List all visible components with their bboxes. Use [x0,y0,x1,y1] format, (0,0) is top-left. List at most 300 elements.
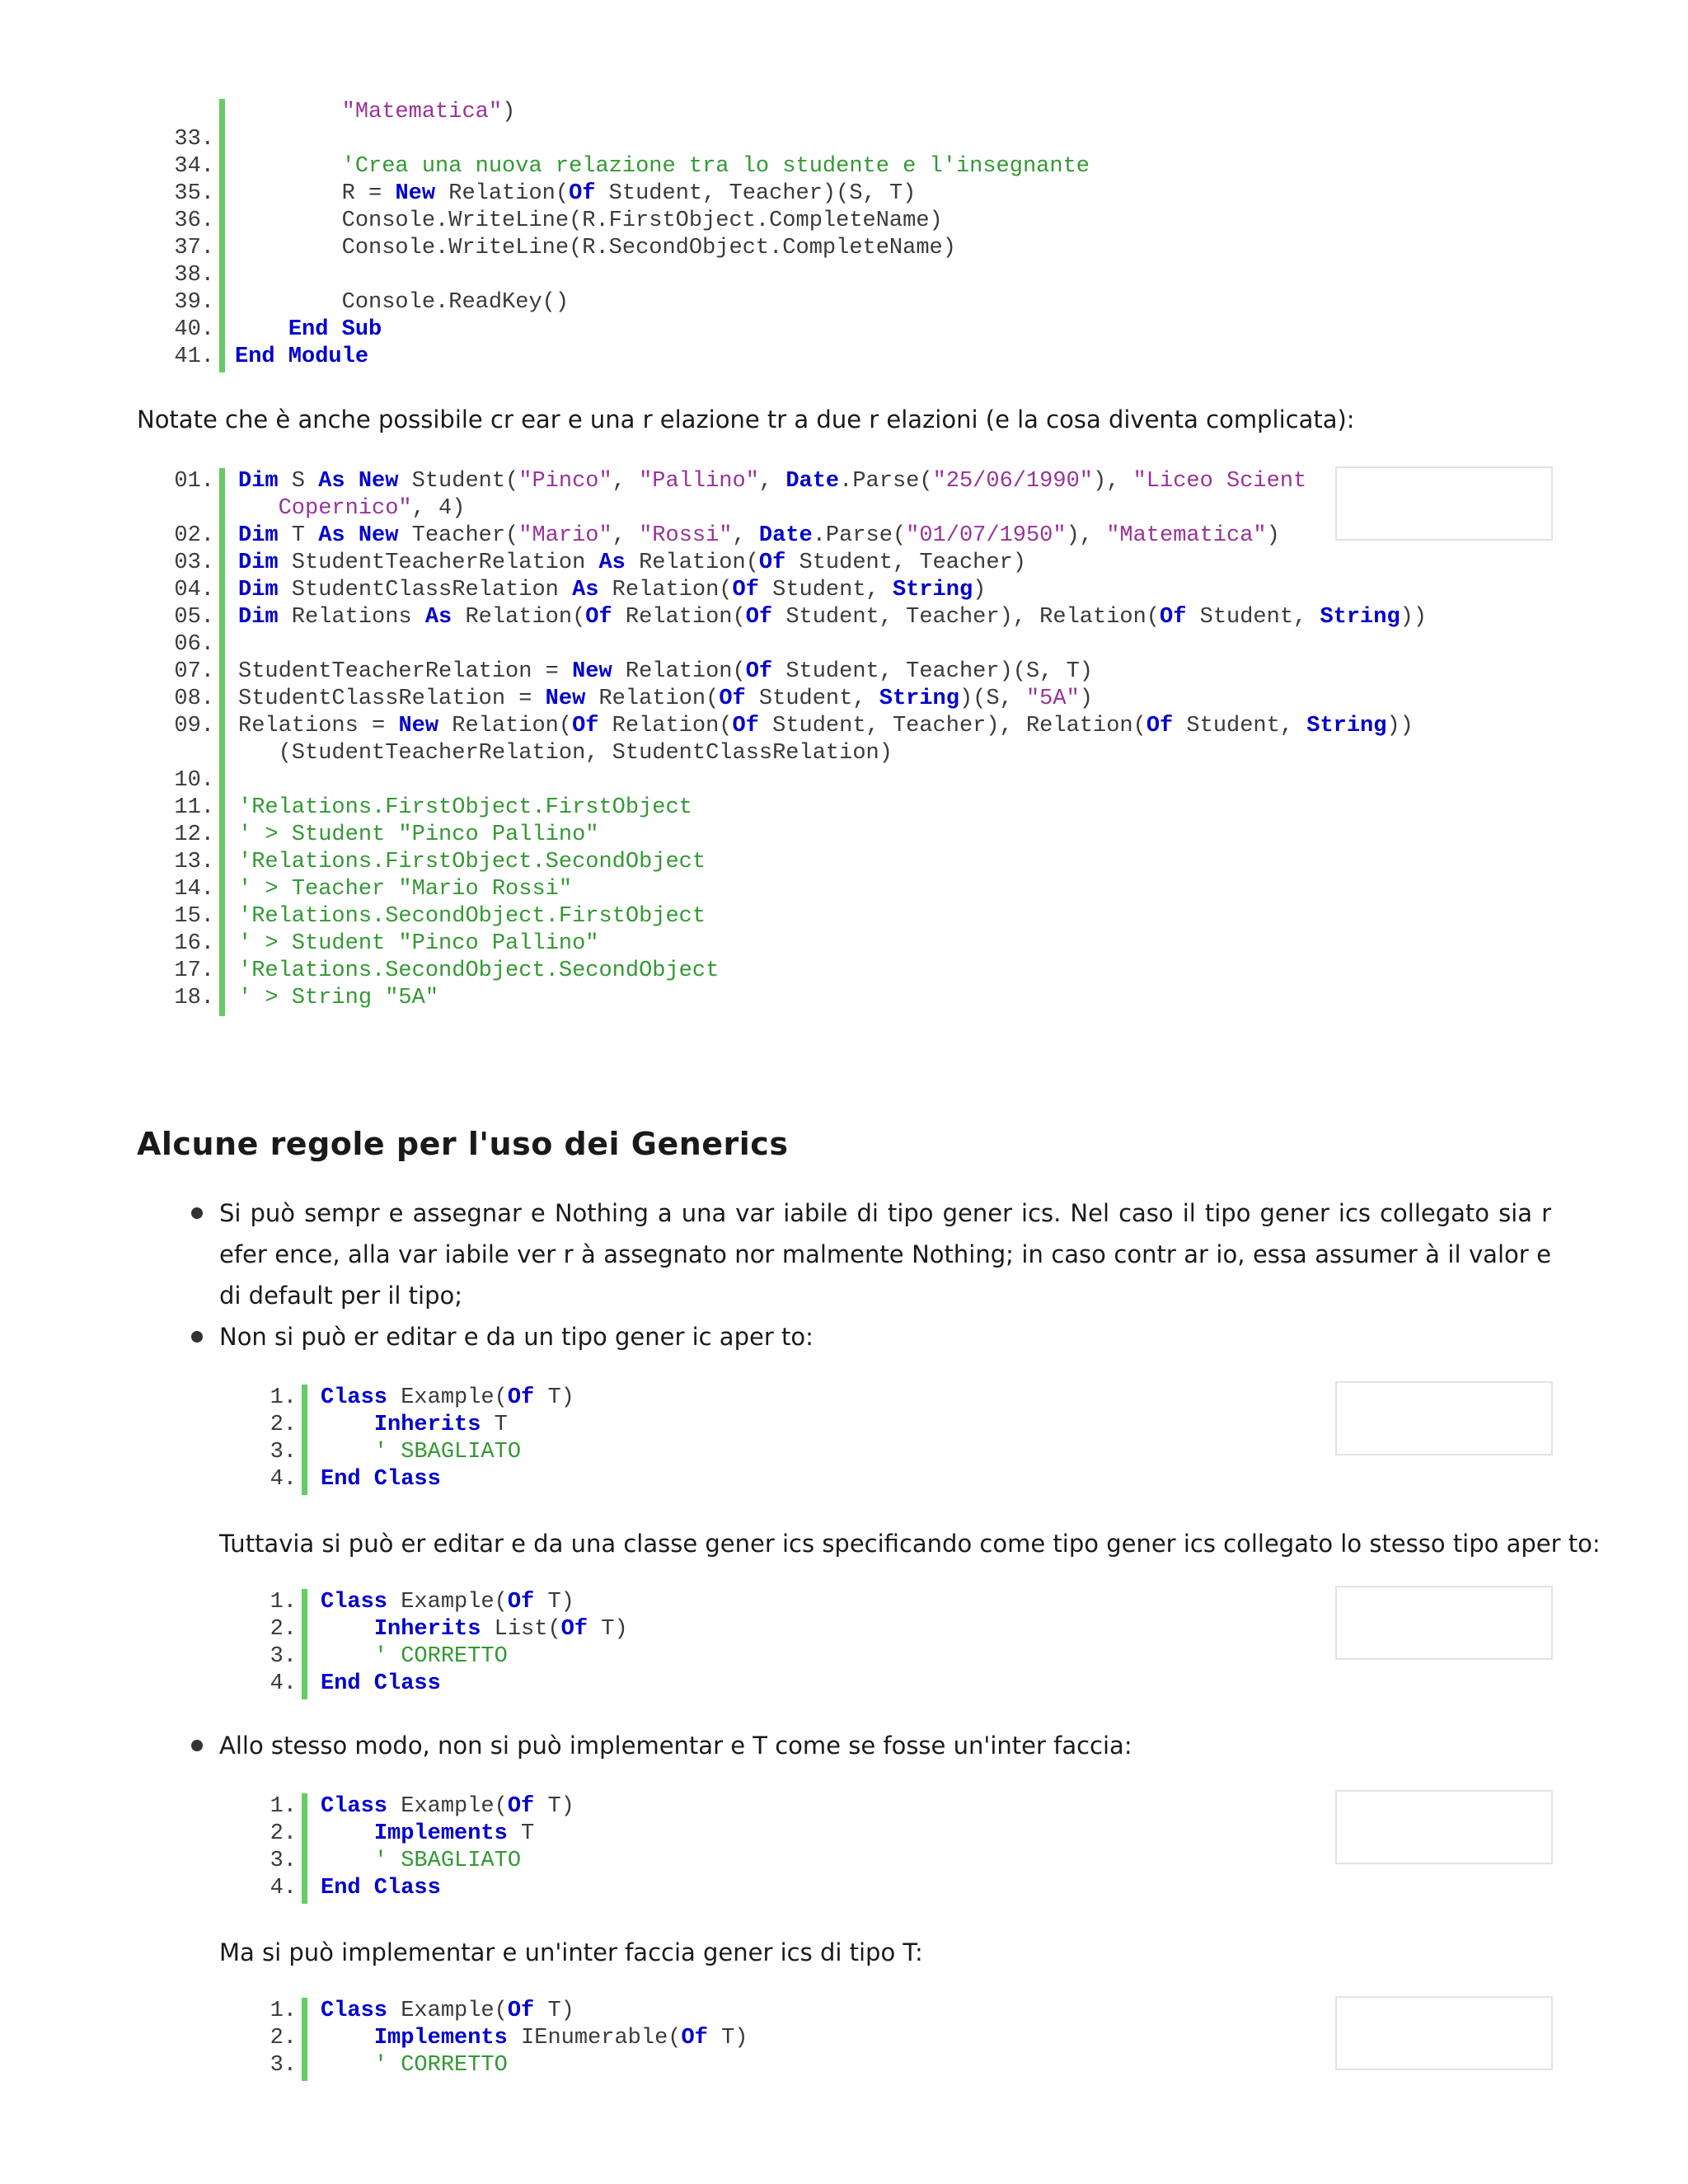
code-line [140,344,1624,371]
code-token: Console.WriteLine(R.FirstObject.CompleteName) [235,209,943,233]
code-block-1 [140,99,1624,371]
bullet-icon [191,1740,203,1751]
line-number: 3. [270,1849,297,1873]
code-token: Class [321,1590,388,1615]
code-line [223,1589,1376,1616]
code-line [140,740,1624,767]
code-token: Of [572,714,599,738]
code-token: End Class [321,1467,441,1492]
line-number: 1. [270,1794,297,1819]
code-text [321,1671,441,1698]
code-token: .Parse( [839,469,933,494]
code-token: Relation( [435,181,570,206]
code-token: Relation( [625,551,759,575]
code-token: 'Relations.FirstObject.SecondObject [238,850,706,874]
line-number: 06. [174,632,214,657]
line-number: 15. [174,904,214,929]
code-token: String [1320,605,1400,630]
code-token: StudentClassRelation [278,578,573,602]
code-token: Relations = [238,714,399,738]
code-token: Of [745,659,773,684]
line-number: 01. [174,469,214,494]
code-token: ), [1093,469,1133,494]
code-token: End Sub [288,317,382,342]
code-token: As New [318,469,399,494]
code-line [223,2052,1376,2079]
code-token: , [612,523,640,548]
code-token: Of [560,1617,588,1642]
code-line [223,1875,1376,1902]
code-token: Of [507,1385,535,1410]
code-line [140,550,1624,577]
code-text [235,235,956,262]
code-text [238,849,706,876]
code-line [223,1439,1376,1466]
code-token: ) [1079,687,1093,711]
code-line [223,1385,1376,1412]
code-token [235,100,342,124]
line-number: 12. [174,823,214,847]
line-number: 36. [174,209,214,233]
code-text [238,577,986,604]
code-text [238,822,598,849]
code-token: Relation( [598,578,733,602]
code-token: Relation( [585,687,720,711]
line-number: 41. [174,344,214,369]
line-number: 04. [174,578,214,602]
code-token: T [507,1821,535,1846]
code-token [235,317,288,342]
line-number: 02. [174,523,214,548]
code-token [321,1849,374,1873]
code-token: T) [534,1385,574,1410]
code-line [223,2025,1376,2052]
code-token: Of [758,551,786,575]
code-token: Of [507,1794,535,1819]
code-token: IEnumerable( [507,2026,682,2050]
code-line [140,985,1624,1012]
code-line [140,153,1624,180]
line-number: 1. [270,1590,297,1615]
code-token: "Rossi" [639,523,733,548]
code-token: "Matematica" [341,100,503,124]
code-token [321,2053,374,2078]
code-token: End Module [235,344,369,369]
code-token: Of [745,605,773,630]
code-block-6 [223,1998,1376,2079]
code-line [140,289,1624,316]
line-number: 16. [174,931,214,956]
code-token: Date [758,523,813,548]
code-token: Student, [758,578,893,602]
code-token: StudentTeacherRelation = [238,659,573,684]
code-token: T) [588,1617,628,1642]
copy-code-box[interactable] [1335,1996,1553,2070]
code-token: )) [1400,605,1428,630]
code-token: Of [585,605,612,630]
code-block-4 [223,1589,1376,1698]
code-token: Student, Teacher)(S, T) [595,181,917,206]
code-token: "01/07/1950" [906,523,1067,548]
code-line [140,930,1624,958]
code-text [235,316,382,344]
line-number: 2. [270,2026,297,2050]
copy-code-box[interactable] [1335,1790,1553,1864]
code-token: T) [534,1590,574,1615]
bullet-icon [191,1331,203,1343]
line-number: 03. [174,551,214,575]
code-token: "Mario" [518,523,612,548]
code-text [321,1998,574,2025]
code-token: T) [534,1794,574,1819]
gutter-bar [302,1385,307,1495]
code-token: Relation( [438,714,573,738]
code-text [235,208,943,235]
line-number: 07. [174,659,214,684]
code-token: Student, Teacher), Relation( [758,714,1146,738]
code-line [223,1848,1376,1875]
line-number: 4. [270,1876,297,1900]
code-text [321,1412,508,1439]
code-line [140,262,1624,289]
code-line [140,713,1624,740]
code-line [140,316,1624,344]
line-number: 14. [174,877,214,902]
code-token: Of [1146,714,1174,738]
line-number: 37. [174,236,214,260]
bullet-text-inherit: Non si può er editar e da un tipo gener ic aper to: [219,1323,814,1351]
code-token: S [278,469,319,494]
code-text [238,658,1093,686]
code-token: String [892,578,973,602]
code-token: Dim [238,551,279,575]
code-text [321,1385,574,1412]
code-line [140,822,1624,849]
code-token: , 4) [411,496,466,521]
line-number: 3. [270,2053,297,2078]
code-text [235,153,1090,180]
code-token: Implements [373,2026,508,2050]
code-text [238,713,1414,740]
code-token: .Parse( [812,523,907,548]
code-token: ' > String "5A" [238,986,439,1010]
code-token: 'Relations.SecondObject.SecondObject [238,958,720,983]
copy-code-box[interactable] [1335,466,1553,541]
code-text [321,1848,521,1875]
code-token [321,2026,374,2050]
code-token: Class [321,1794,388,1819]
paragraph-inherit-generic: Tuttavia si può er editar e da una classe gener ics specificando come tipo gener ics collegato lo stesso tipo aper to: [219,1530,1601,1558]
gutter-bar [302,1793,307,1904]
code-text [321,1466,441,1493]
code-token: Relation( [612,605,746,630]
code-text [238,958,719,985]
code-token: ) [973,578,987,602]
code-line [140,126,1624,153]
code-token: Of [732,578,759,602]
code-token: StudentClassRelation = [238,687,546,711]
code-token: "Liceo Scient [1132,469,1307,494]
code-token: (StudentTeacherRelation, StudentClassRelation) [238,741,893,766]
code-token: As New [318,523,399,548]
code-line [223,1671,1376,1698]
code-token: StudentTeacherRelation [278,551,599,575]
code-text [321,1616,628,1643]
code-token: Copernico" [278,496,412,521]
code-token: As [424,605,452,630]
code-token: Relations [278,605,425,630]
code-token: Student, Teacher), Relation( [772,605,1160,630]
paragraph-implement-generic: Ma si può implementar e un'inter faccia gener ics di tipo T: [219,1938,923,1966]
code-token [321,1413,374,1437]
line-number: 08. [174,687,214,711]
code-token: Dim [238,469,279,494]
code-line [223,1616,1376,1643]
code-token: ' > Student "Pinco Pallino" [238,823,599,847]
code-token: Relation( [598,714,733,738]
code-token: Student, Teacher)(S, T) [772,659,1093,684]
code-line [140,794,1624,822]
code-text [238,930,598,958]
code-token: Dim [238,605,279,630]
line-number: 35. [174,181,214,206]
code-text [235,180,916,208]
code-text [238,985,438,1012]
code-token: , [732,523,759,548]
code-text [321,1875,441,1902]
code-token: End Class [321,1671,441,1696]
code-block-3 [223,1385,1376,1493]
code-line [140,767,1624,794]
code-token: Example( [387,1590,508,1615]
line-number: 18. [174,986,214,1010]
code-token: Relation( [452,605,586,630]
line-number: 4. [270,1467,297,1492]
code-text [238,523,1280,550]
code-token: )) [1386,714,1414,738]
line-number: 40. [174,317,214,342]
code-token: Console.ReadKey() [235,290,570,315]
code-text [238,903,706,930]
gutter-bar [219,99,225,373]
code-token: T) [707,2026,748,2050]
code-token: ), [1066,523,1107,548]
code-token: Example( [387,1794,508,1819]
bullet-text-implements: Allo stesso modo, non si può implementar e T come se fosse un'inter faccia: [219,1732,1132,1760]
code-line [140,577,1624,604]
line-number: 1. [270,1385,297,1410]
code-token: Of [719,687,746,711]
code-token: ' CORRETTO [373,2053,508,2078]
code-token: "25/06/1990" [932,469,1093,494]
code-line [223,1998,1376,2025]
line-number: 09. [174,714,214,738]
code-token: )(S, [959,687,1026,711]
code-token [321,1821,374,1846]
code-text [238,495,465,523]
code-token: String [1306,714,1387,738]
code-text [321,1643,508,1671]
code-token: New [395,181,436,206]
line-number: 1. [270,1999,297,2023]
code-token: Relation( [612,659,746,684]
line-number: 34. [174,154,214,179]
code-token: ' > Student "Pinco Pallino" [238,931,599,956]
line-number: 3. [270,1644,297,1669]
code-token: New [398,714,439,738]
gutter-bar [302,1589,307,1699]
code-text [321,1821,534,1848]
code-line [223,1793,1376,1821]
line-number: 39. [174,290,214,315]
code-token: ' SBAGLIATO [373,1440,522,1465]
code-token [238,496,279,521]
code-token: List( [481,1617,561,1642]
code-token: "5A" [1025,687,1080,711]
code-line [140,180,1624,208]
line-number: 11. [174,795,214,820]
code-line [140,903,1624,930]
code-token: 'Relations.FirstObject.FirstObject [238,795,692,820]
code-text [321,2025,748,2052]
line-number: 38. [174,263,214,288]
gutter-bar [302,1998,307,2081]
code-token: Student, [1186,605,1320,630]
code-token: Of [1160,605,1187,630]
copy-code-box[interactable] [1335,1381,1553,1455]
code-token: ' > Teacher "Mario Rossi" [238,877,573,902]
code-text [321,1589,574,1616]
code-line [223,1412,1376,1439]
code-token [235,154,342,179]
code-text [321,2052,508,2079]
code-line [140,686,1624,713]
code-token [321,1440,374,1465]
code-token: Student, Teacher) [785,551,1026,575]
code-text [238,794,692,822]
code-token: ) [502,100,516,124]
code-token: Of [507,1590,535,1615]
code-token: Implements [373,1821,508,1846]
code-token: , [612,469,640,494]
code-token: 'Relations.SecondObject.FirstObject [238,904,706,929]
code-token: R = [235,181,396,206]
code-token: New [545,687,586,711]
code-token: As [572,578,599,602]
code-line [140,99,1624,126]
code-token: , [758,469,786,494]
code-text [238,604,1427,631]
code-line [140,658,1624,686]
code-token: T) [534,1999,574,2023]
line-number: 2. [270,1413,297,1437]
code-token: Of [681,2026,708,2050]
code-line [140,849,1624,876]
line-number: 33. [174,127,214,152]
line-number: 05. [174,605,214,630]
code-token: Inherits [373,1617,481,1642]
code-token [321,1617,374,1642]
copy-code-box[interactable] [1335,1586,1553,1660]
code-text [321,1793,574,1821]
line-number: 2. [270,1821,297,1846]
code-token: Of [507,1999,535,2023]
paragraph-relations-note: Notate che è anche possibile cr ear e una r elazione tr a due r elazioni (e la cosa diventa complicata): [137,405,1355,434]
code-text [238,686,1093,713]
code-token: New [572,659,612,684]
code-block-5 [223,1793,1376,1902]
line-number: 10. [174,768,214,793]
code-text [238,740,893,767]
code-token: "Pallino" [639,469,759,494]
line-number: 17. [174,958,214,983]
code-text [235,289,569,316]
code-token: Example( [387,1999,508,2023]
code-token: Of [569,181,596,206]
code-token: T [278,523,319,548]
code-token [321,1644,374,1669]
code-token: "Pinco" [518,469,612,494]
code-text [235,344,368,371]
code-token: Console.WriteLine(R.SecondObject.CompleteName) [235,236,956,260]
code-token: Dim [238,523,279,548]
code-line [140,631,1624,658]
code-token: Date [785,469,840,494]
code-token: Student, [745,687,879,711]
code-text [321,1439,521,1466]
code-token: Class [321,1999,388,2023]
code-token: Student, [1173,714,1307,738]
line-number: 2. [270,1617,297,1642]
line-number: 3. [270,1440,297,1465]
code-token: End Class [321,1876,441,1900]
code-line [140,876,1624,903]
code-text [238,550,1026,577]
code-token: Example( [387,1385,508,1410]
code-line [140,208,1624,235]
code-line [140,235,1624,262]
code-token: Dim [238,578,279,602]
code-text [238,876,572,903]
line-number: 13. [174,850,214,874]
code-token: Teacher( [398,523,519,548]
bullet-icon [191,1207,203,1219]
code-text [238,468,1306,495]
code-text [235,99,515,126]
code-line [223,1643,1376,1671]
section-heading: Alcune regole per l'uso dei Generics [137,1126,789,1162]
code-token: ' CORRETTO [373,1644,508,1669]
code-token: Inherits [373,1413,481,1437]
line-number: 4. [270,1671,297,1696]
bullet-text-nothing: Si può sempr e assegnar e Nothing a una var iabile di tipo gener ics. Nel caso il tipo gener ics collegato sia r efer ence, alla var iabile ver r à assegnato nor malmente Nothing; in caso contr ar io, essa assumer à il valor e di default per il tipo; [219,1199,1551,1310]
gutter-bar [219,468,225,1016]
code-token: Student( [398,469,519,494]
code-token: Class [321,1385,388,1410]
code-line [223,1821,1376,1848]
code-block-2 [140,468,1624,1012]
code-line [140,604,1624,631]
code-token: "Matematica" [1106,523,1267,548]
code-line [140,958,1624,985]
code-token: ' SBAGLIATO [373,1849,522,1873]
code-token: 'Crea una nuova relazione tra lo studente e l'insegnante [341,154,1090,179]
code-token: T [481,1413,508,1437]
code-token: As [598,551,626,575]
code-token: String [879,687,959,711]
code-token: Of [732,714,759,738]
code-line [223,1466,1376,1493]
